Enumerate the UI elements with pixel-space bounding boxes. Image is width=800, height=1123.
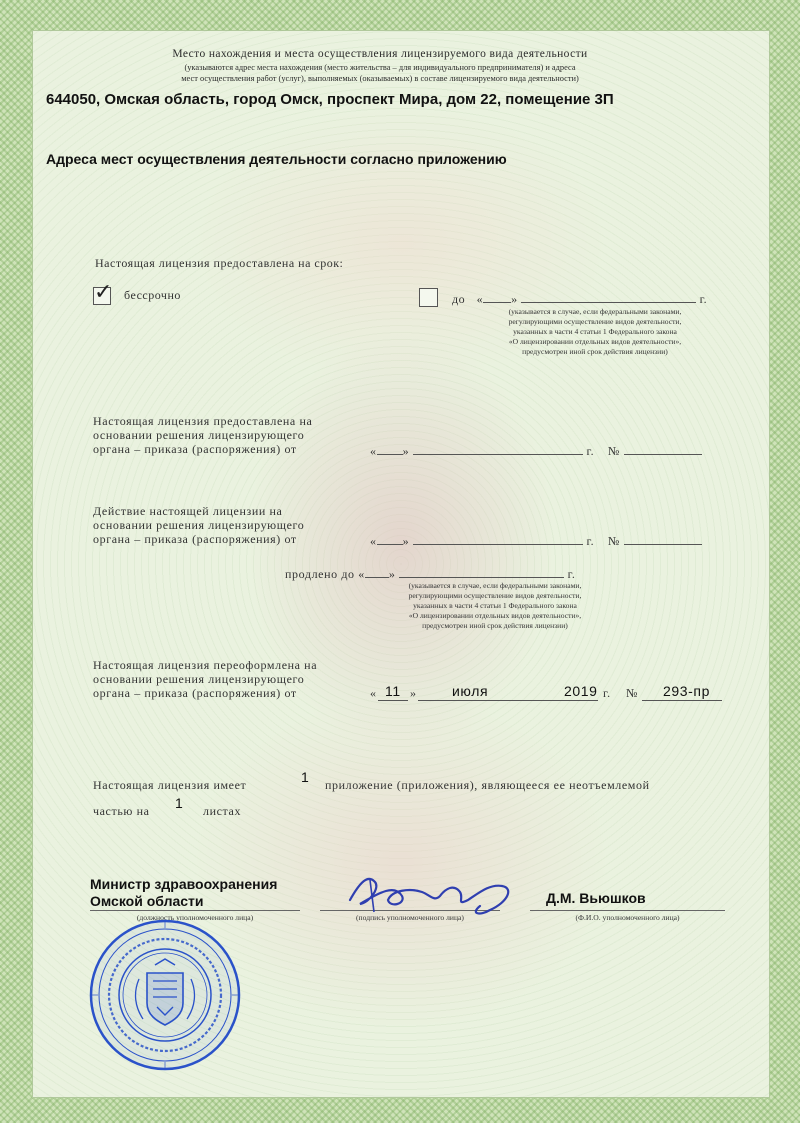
extended-note-line1: (указывается в случае, если федеральными законами, (408, 581, 582, 590)
appendix-text2: приложение (приложения), являющееся ее неотъемлемой (325, 778, 650, 792)
granted-day-blank (377, 442, 403, 455)
extended-until-label: продлено до (285, 567, 355, 581)
extended-number-blank (624, 532, 702, 545)
term-note-line3: указанных в части 4 статьи 1 Федерального закона (513, 327, 677, 336)
reissued-text (93, 658, 383, 700)
extended-month-year-blank (413, 532, 583, 545)
granted-date-row (370, 442, 730, 458)
extended-note-line5: предусмотрен иной срок действия лицензии) (422, 621, 568, 630)
granted-month-year-blank (413, 442, 583, 455)
granted-number-sign: № (607, 444, 620, 458)
position-line (90, 910, 300, 911)
handwritten-signature (330, 862, 530, 922)
extended-until-quote-open: « (358, 567, 365, 581)
granted-year-suffix: г. (586, 444, 595, 458)
extended-until-day-blank (365, 565, 389, 578)
reissued-month-line (418, 700, 598, 701)
appendix-text1: Настоящая лицензия имеет (93, 778, 247, 792)
reissued-quote-open: « (370, 686, 377, 700)
appendix-text4: листах (203, 804, 242, 818)
until-month-year-blank (521, 290, 696, 303)
header-subtitle (60, 62, 700, 84)
signatory-name: Д.М. Вьюшков (546, 890, 646, 906)
reissued-number: 293-пр (663, 683, 710, 699)
name-line (530, 910, 725, 911)
name-caption: (Ф.И.О. уполномоченного лица) (575, 913, 680, 922)
term-note-line1: (указывается в случае, если федеральными законами, (508, 307, 682, 316)
term-label: Настоящая лицензия предоставлена на срок: (95, 256, 344, 270)
signature-caption: (подпись уполномоченного лица) (356, 913, 464, 922)
signatory-position-line2: Омской области (90, 893, 204, 909)
until-quote-close: » (511, 292, 518, 306)
appendix-text3: частью на (93, 804, 150, 818)
until-quote-open: « (476, 292, 484, 306)
extended-note-line2: регулирующими осуществление видов деятельности, (408, 591, 582, 600)
granted-quote-close: » (402, 444, 410, 458)
granted-line1: Настоящая лицензия предоставлена на (93, 414, 313, 428)
checkmark-icon: ✓ (94, 280, 113, 305)
extended-number-sign: № (607, 534, 620, 548)
reissued-year: 2019 (564, 683, 598, 699)
extended-text (93, 504, 383, 546)
extended-day-blank (377, 532, 403, 545)
extended-date-row (370, 532, 730, 548)
extended-until-year-suffix: г. (567, 567, 576, 581)
reissued-line1: Настоящая лицензия переоформлена на (93, 658, 318, 672)
reissued-quote-close: » (410, 686, 417, 700)
extended-note (380, 581, 610, 631)
extended-quote-close: » (402, 534, 410, 548)
extended-until-row (285, 565, 625, 581)
reissued-number-line (642, 700, 722, 701)
appendix-sheets: 1 (175, 795, 184, 811)
until-year-suffix: г. (699, 292, 708, 306)
license-address: 644050, Омская область, город Омск, проспект Мира, дом 22, помещение 3П (46, 91, 614, 108)
reissued-number-sign: № (626, 686, 639, 700)
reissued-date-row (370, 684, 730, 702)
reissued-line3: органа – приказа (распоряжения) от (93, 686, 297, 700)
unlimited-checkbox (93, 280, 113, 305)
granted-text (93, 414, 383, 456)
header-title: Место нахождения и места осуществления лицензируемого вида деятельности (172, 48, 588, 60)
reissued-day-line (378, 700, 408, 701)
granted-quote-open: « (370, 444, 377, 458)
until-date-row (452, 290, 727, 307)
reissued-month: июля (452, 683, 489, 699)
extended-until-month-year-blank (399, 565, 564, 578)
appendix-text (93, 770, 733, 820)
addresses-note: Адреса мест осуществления деятельности согласно приложению (46, 151, 507, 167)
extended-until-quote-close: » (388, 567, 396, 581)
extended-quote-open: « (370, 534, 377, 548)
signatory-position (90, 876, 277, 910)
header-subtitle-line2: мест осуществления работ (услуг), выполняемых (оказываемых) в составе лицензируемого вида деятельности) (181, 74, 579, 83)
term-note (475, 307, 715, 357)
signatory-position-line1: Министр здравоохранения (90, 876, 278, 892)
until-checkbox (419, 288, 438, 307)
until-day-blank (483, 290, 511, 303)
granted-number-blank (624, 442, 702, 455)
appendix-count: 1 (301, 769, 310, 785)
extended-note-line3: указанных в части 4 статьи 1 Федерального закона (413, 601, 577, 610)
reissued-year-suffix: г. (603, 686, 611, 700)
term-note-line5: предусмотрен иной срок действия лицензии) (522, 347, 668, 356)
extended-line2: основании решения лицензирующего (93, 518, 305, 532)
extended-line3: органа – приказа (распоряжения) от (93, 532, 297, 546)
extended-note-line4: «О лицензировании отдельных видов деятельности», (408, 611, 582, 620)
official-stamp (85, 915, 245, 1075)
until-label: до (452, 292, 466, 306)
term-note-line2: регулирующими осуществление видов деятельности, (508, 317, 682, 326)
header-subtitle-line1: (указываются адрес места нахождения (место жительства – для индивидуального предпринимателя) и адреса (184, 63, 576, 72)
unlimited-label: бессрочно (124, 288, 181, 302)
reissued-day: 11 (385, 683, 401, 699)
reissued-line2: основании решения лицензирующего (93, 672, 305, 686)
extended-year-suffix: г. (586, 534, 595, 548)
term-note-line4: «О лицензировании отдельных видов деятельности», (508, 337, 682, 346)
granted-line2: основании решения лицензирующего (93, 428, 305, 442)
position-caption: (должность уполномоченного лица) (136, 913, 254, 922)
granted-line3: органа – приказа (распоряжения) от (93, 442, 297, 456)
extended-line1: Действие настоящей лицензии на (93, 504, 283, 518)
